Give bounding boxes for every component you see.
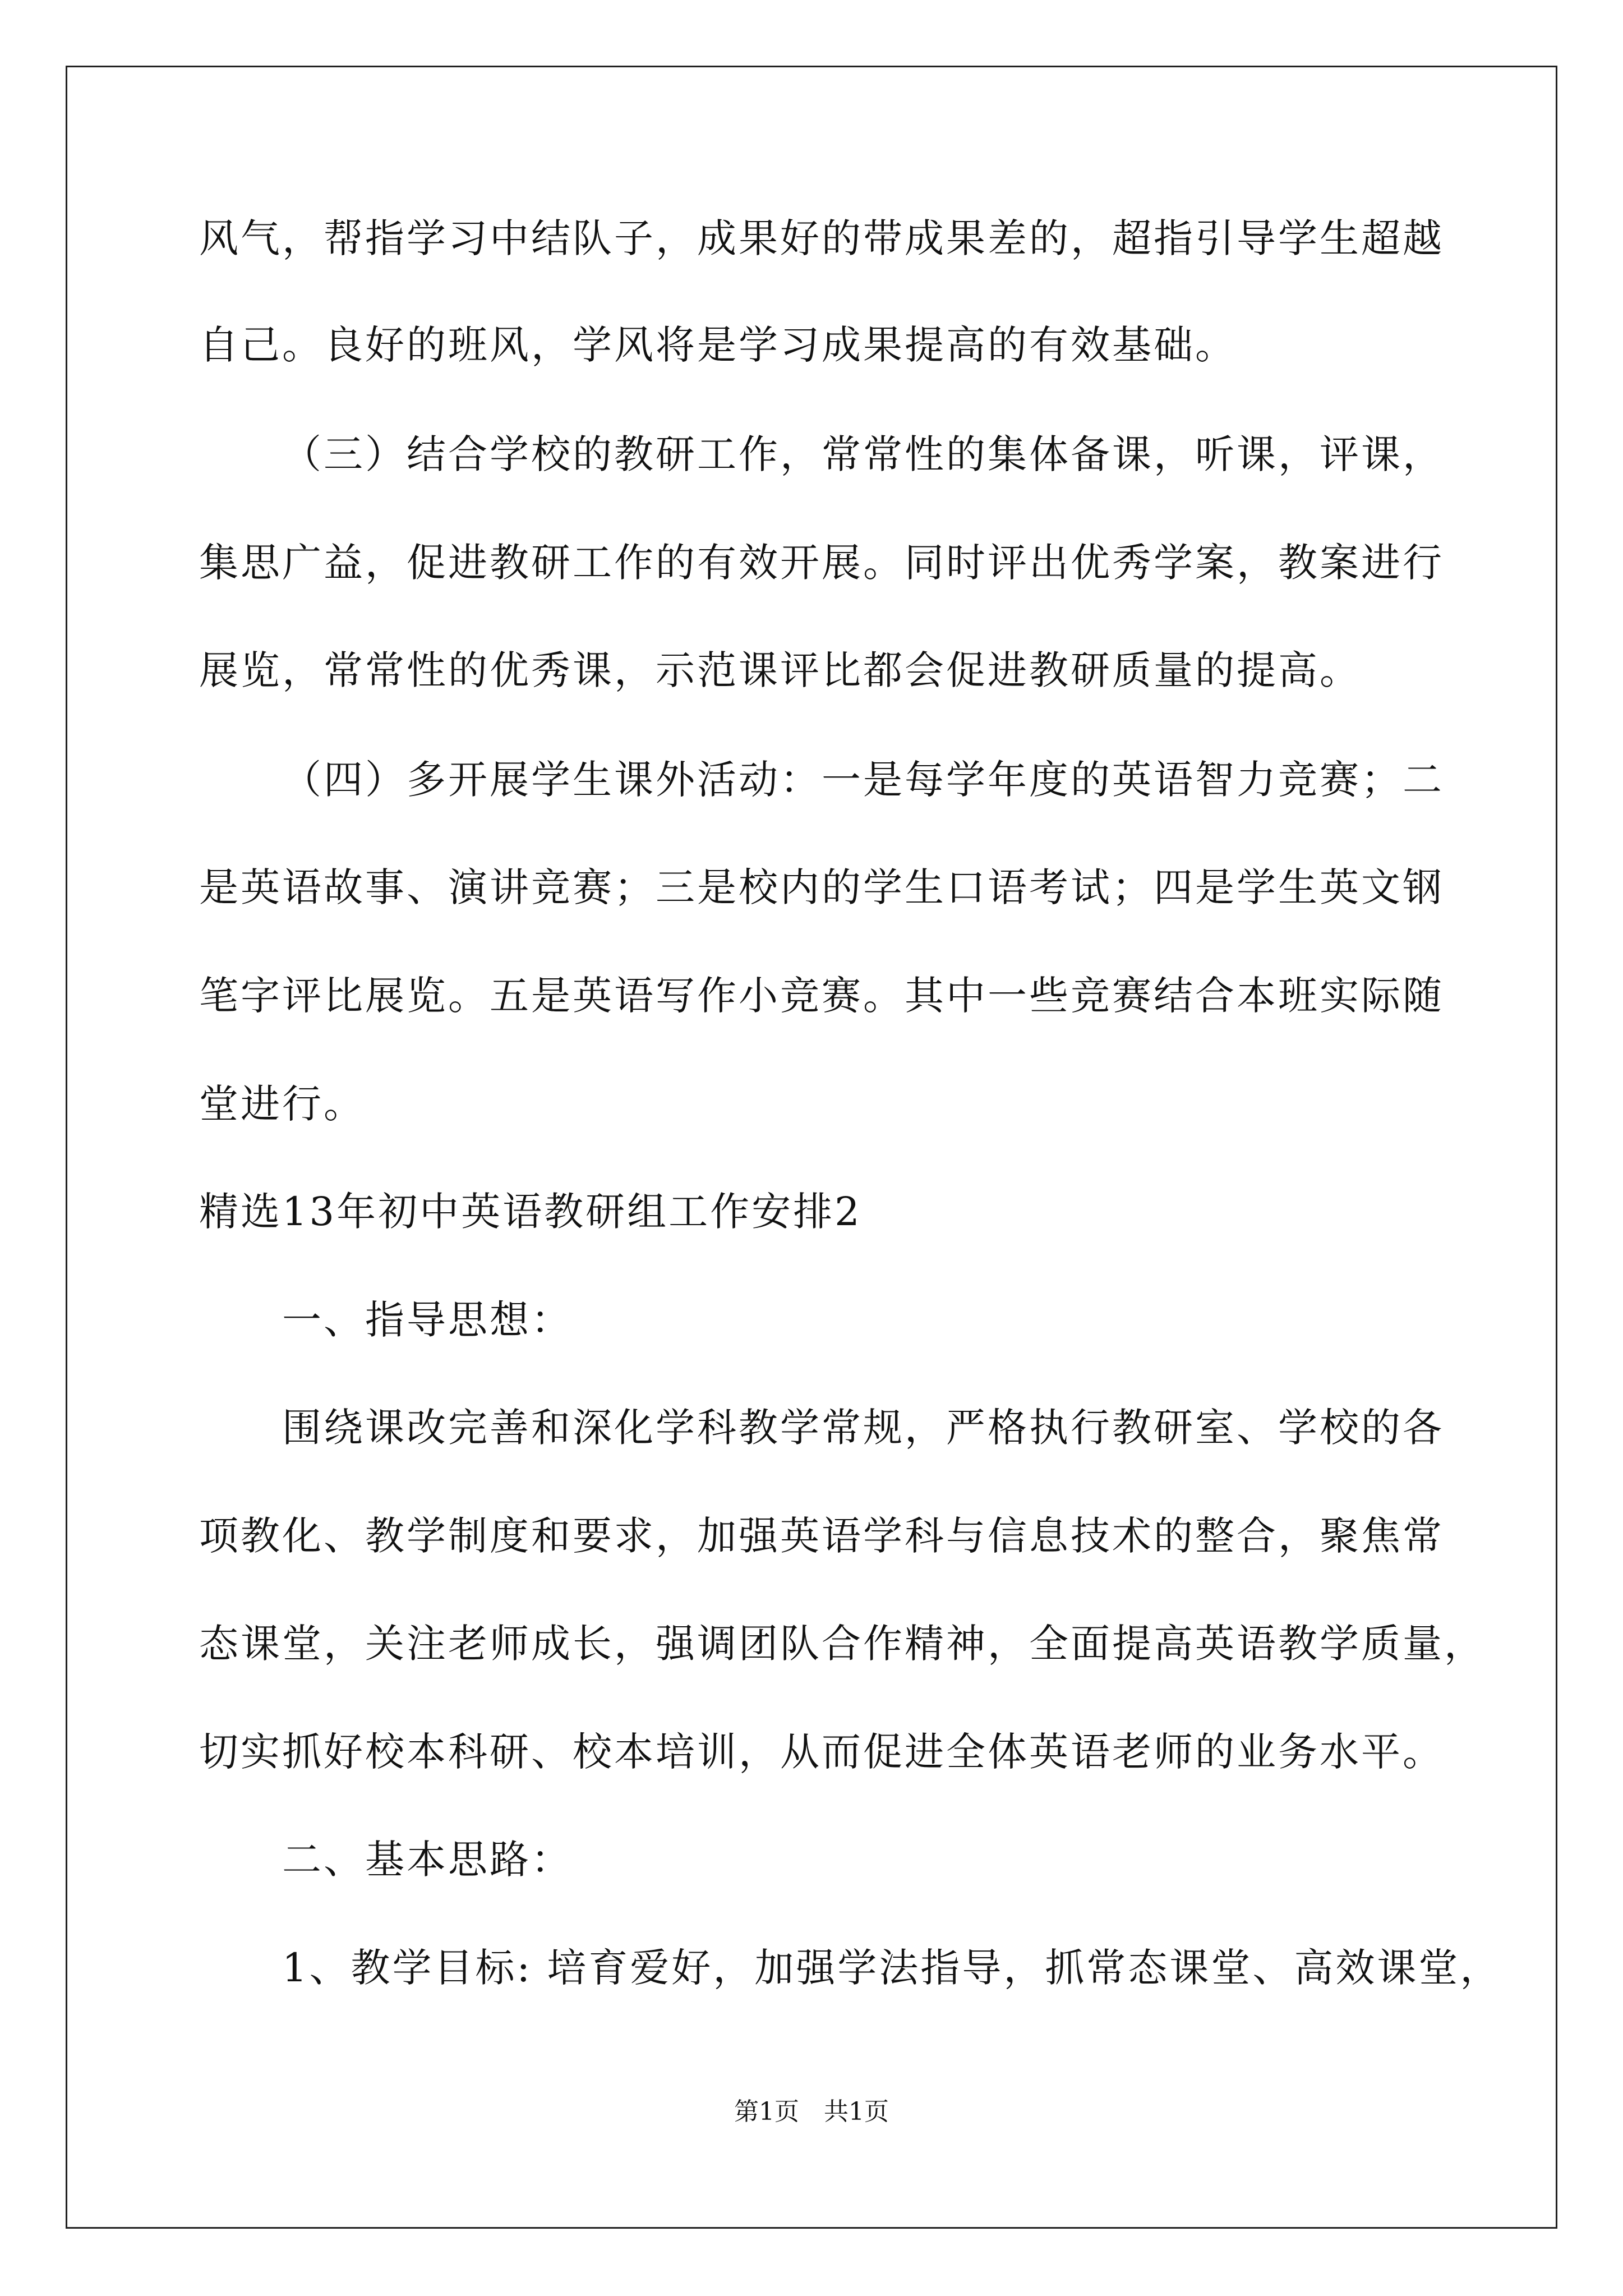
- text-line: 是英语故事、演讲竞赛；三是校内的学生口语考试；四是学生英文钢: [199, 864, 1444, 910]
- text-line: 堂进行。: [199, 1081, 365, 1127]
- text-line: 集思广益，促进教研工作的有效开展。同时评出优秀学案，教案进行: [199, 540, 1444, 586]
- section-title: 精选13年初中英语教研组工作安排2: [199, 1189, 862, 1235]
- text-line: 笔字评比展览。五是英语写作小竞赛。其中一些竞赛结合本班实际随: [199, 973, 1444, 1019]
- text-line: 风气，帮指学习中结队子，成果好的带成果差的，超指引导学生超越: [199, 215, 1444, 261]
- text-line: 项教化、教学制度和要求，加强英语学科与信息技术的整合，聚焦常: [199, 1513, 1444, 1559]
- text-line: 态课堂，关注老师成长，强调团队合作精神，全面提高英语教学质量，: [199, 1621, 1486, 1667]
- heading-guiding-ideology: 一、指导思想：: [282, 1297, 573, 1343]
- paragraph-start: （四）多开展学生课外活动：一是每学年度的英语智力竞赛；二: [282, 757, 1444, 803]
- paragraph-start: （三）结合学校的教研工作，常常性的集体备课，听课，评课，: [282, 431, 1444, 477]
- paragraph-start: 围绕课改完善和深化学科教学常规，严格执行教研室、学校的各: [282, 1405, 1444, 1451]
- text-line: 展览，常常性的优秀课，示范课评比都会促进教研质量的提高。: [199, 647, 1361, 693]
- page-footer: 第1页 共1页: [734, 2097, 889, 2126]
- heading-basic-approach: 二、基本思路：: [282, 1837, 573, 1883]
- text-line: 切实抓好校本科研、校本培训，从而促进全体英语老师的业务水平。: [199, 1729, 1444, 1775]
- page-border: [66, 66, 1557, 2229]
- text-line: 自己。良好的班风，学风将是学习成果提高的有效基础。: [199, 322, 1237, 368]
- list-item: 1、教学目标: 培育爱好，加强学法指导，抓常态课堂、高效课堂，: [282, 1945, 1502, 1991]
